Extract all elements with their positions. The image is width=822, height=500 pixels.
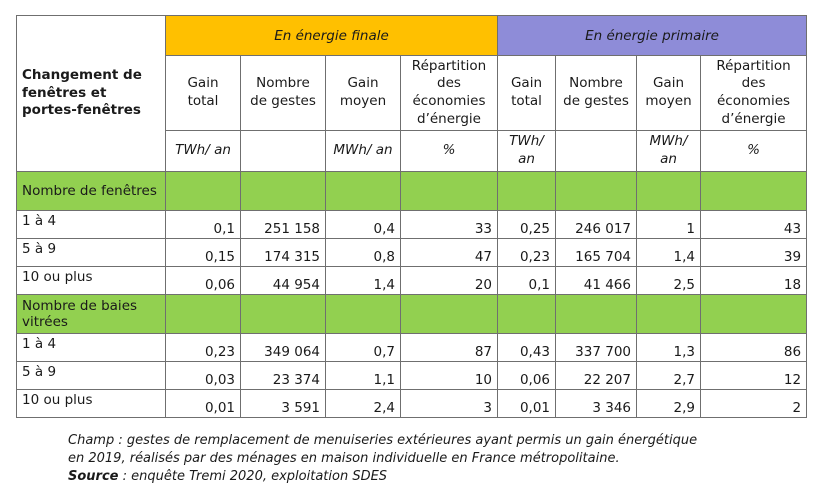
source-text: : enquête Tremi 2020, exploitation SDES	[118, 469, 388, 484]
col-nombre-gestes-finale: Nombre de gestes	[241, 56, 326, 131]
section-empty-cell	[637, 172, 701, 211]
col-gain-moyen-finale: Gain moyen	[326, 56, 401, 131]
cell-repartition-primaire: 12	[701, 362, 807, 390]
cell-nombre-gestes-finale: 251 158	[241, 211, 326, 239]
section-empty-cell	[401, 172, 498, 211]
cell-repartition-primaire: 43	[701, 211, 807, 239]
table-notes	[68, 432, 697, 486]
cell-gain-moyen-primaire: 2,7	[637, 362, 701, 390]
col-gain-total-finale: Gain total	[166, 56, 241, 131]
cell-gain-moyen-primaire: 1,3	[637, 334, 701, 362]
cell-repartition-primaire: 39	[701, 239, 807, 267]
unit-nombre-gestes-primaire	[556, 131, 637, 172]
cell-nombre-gestes-primaire: 246 017	[556, 211, 637, 239]
cell-gain-total-primaire: 0,06	[498, 362, 556, 390]
cell-gain-total-finale: 0,01	[166, 390, 241, 418]
cell-nombre-gestes-finale: 174 315	[241, 239, 326, 267]
section-empty-cell	[637, 295, 701, 334]
section-empty-cell	[166, 295, 241, 334]
cell-gain-moyen-finale: 0,8	[326, 239, 401, 267]
row-label: 10 ou plus	[17, 267, 166, 295]
table-row	[17, 390, 807, 418]
cell-nombre-gestes-primaire: 337 700	[556, 334, 637, 362]
cell-repartition-finale: 20	[401, 267, 498, 295]
unit-gain-total-finale: TWh/ an	[166, 131, 241, 172]
cell-gain-total-primaire: 0,01	[498, 390, 556, 418]
source-label: Source	[68, 469, 119, 484]
cell-repartition-finale: 47	[401, 239, 498, 267]
cell-repartition-finale: 3	[401, 390, 498, 418]
section-empty-cell	[498, 172, 556, 211]
row-label: 5 à 9	[17, 362, 166, 390]
cell-gain-moyen-finale: 0,4	[326, 211, 401, 239]
cell-nombre-gestes-primaire: 165 704	[556, 239, 637, 267]
unit-gain-total-primaire: TWh/ an	[498, 131, 556, 172]
cell-gain-total-finale: 0,15	[166, 239, 241, 267]
cell-gain-moyen-finale: 0,7	[326, 334, 401, 362]
section-empty-cell	[241, 172, 326, 211]
section-empty-cell	[326, 172, 401, 211]
cell-nombre-gestes-finale: 44 954	[241, 267, 326, 295]
section-label: Nombre de fenêtres	[17, 172, 166, 211]
cell-gain-total-primaire: 0,23	[498, 239, 556, 267]
group-header-row	[17, 16, 807, 56]
cell-gain-moyen-primaire: 2,9	[637, 390, 701, 418]
cell-repartition-finale: 33	[401, 211, 498, 239]
table-row	[17, 362, 807, 390]
cell-repartition-finale: 10	[401, 362, 498, 390]
cell-gain-moyen-finale: 1,1	[326, 362, 401, 390]
cell-gain-total-finale: 0,1	[166, 211, 241, 239]
table-row	[17, 267, 807, 295]
cell-gain-total-primaire: 0,1	[498, 267, 556, 295]
cell-repartition-primaire: 18	[701, 267, 807, 295]
section-empty-cell	[701, 172, 807, 211]
unit-gain-moyen-primaire: MWh/ an	[637, 131, 701, 172]
cell-nombre-gestes-primaire: 22 207	[556, 362, 637, 390]
table-row	[17, 211, 807, 239]
cell-gain-moyen-finale: 2,4	[326, 390, 401, 418]
champ-line-1: Champ : gestes de remplacement de menuiseries extérieures ayant permis un gain énergétique	[68, 433, 698, 448]
section-empty-cell	[241, 295, 326, 334]
group-energie-primaire: En énergie primaire	[498, 16, 807, 56]
section-row	[17, 172, 807, 211]
cell-gain-moyen-finale: 1,4	[326, 267, 401, 295]
cell-gain-total-primaire: 0,43	[498, 334, 556, 362]
champ-line-2: en 2019, réalisés par des ménages en maison individuelle en France métropolitaine.	[68, 451, 620, 466]
cell-gain-total-finale: 0,06	[166, 267, 241, 295]
cell-nombre-gestes-primaire: 3 346	[556, 390, 637, 418]
unit-repartition-primaire: %	[701, 131, 807, 172]
row-label: 5 à 9	[17, 239, 166, 267]
col-nombre-gestes-primaire: Nombre de gestes	[556, 56, 637, 131]
table-row	[17, 334, 807, 362]
cell-repartition-finale: 87	[401, 334, 498, 362]
section-empty-cell	[326, 295, 401, 334]
cell-gain-total-primaire: 0,25	[498, 211, 556, 239]
group-energie-finale: En énergie finale	[166, 16, 498, 56]
row-label: 10 ou plus	[17, 390, 166, 418]
cell-gain-moyen-primaire: 1,4	[637, 239, 701, 267]
section-empty-cell	[701, 295, 807, 334]
col-repartition-primaire: Répartition des économies d’énergie	[701, 56, 807, 131]
cell-repartition-primaire: 2	[701, 390, 807, 418]
corner-label: Changement de fenêtres et portes-fenêtres	[17, 16, 166, 172]
unit-nombre-gestes-finale	[241, 131, 326, 172]
col-repartition-finale: Répartition des économies d’énergie	[401, 56, 498, 131]
row-label: 1 à 4	[17, 334, 166, 362]
section-row	[17, 295, 807, 334]
source-line	[68, 468, 697, 486]
unit-gain-moyen-finale: MWh/ an	[326, 131, 401, 172]
unit-repartition-finale: %	[401, 131, 498, 172]
section-label: Nombre de baies vitrées	[17, 295, 166, 334]
cell-gain-moyen-primaire: 2,5	[637, 267, 701, 295]
col-gain-total-primaire: Gain total	[498, 56, 556, 131]
cell-nombre-gestes-primaire: 41 466	[556, 267, 637, 295]
col-gain-moyen-primaire: Gain moyen	[637, 56, 701, 131]
cell-gain-moyen-primaire: 1	[637, 211, 701, 239]
section-empty-cell	[556, 295, 637, 334]
section-empty-cell	[401, 295, 498, 334]
row-label: 1 à 4	[17, 211, 166, 239]
cell-nombre-gestes-finale: 23 374	[241, 362, 326, 390]
cell-nombre-gestes-finale: 3 591	[241, 390, 326, 418]
section-empty-cell	[556, 172, 637, 211]
energy-savings-table	[16, 15, 807, 418]
table-row	[17, 239, 807, 267]
cell-nombre-gestes-finale: 349 064	[241, 334, 326, 362]
cell-gain-total-finale: 0,03	[166, 362, 241, 390]
section-empty-cell	[498, 295, 556, 334]
section-empty-cell	[166, 172, 241, 211]
cell-gain-total-finale: 0,23	[166, 334, 241, 362]
cell-repartition-primaire: 86	[701, 334, 807, 362]
